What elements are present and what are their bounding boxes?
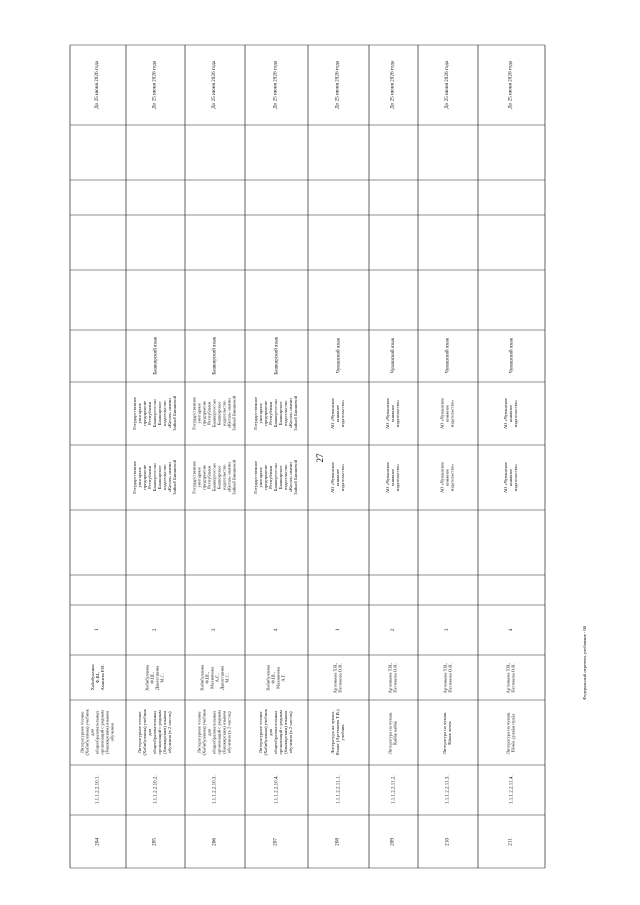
cell-text-pub2: АО «Чувашское книжное издательство» — [439, 397, 455, 430]
cell-title — [478, 700, 545, 765]
cell-title — [185, 700, 245, 765]
cell-grade — [126, 605, 185, 655]
cell-pub1 — [308, 445, 369, 510]
cell-text-title: Литература на чуваш. Языке (Артемьева Т.В.) учебник — [330, 709, 345, 756]
cell-time — [185, 45, 245, 125]
cell-author — [70, 655, 126, 700]
cell-pub1 — [478, 445, 545, 510]
cell-pub1 — [185, 445, 245, 510]
cell-text-pub1: АО «Чувашское книжное издательство» — [385, 461, 400, 494]
cell-text-time: До 25 июня 2026 года — [272, 60, 279, 110]
cell-title — [245, 700, 308, 765]
cell-text-title: Литература на чуваш. Кăвак чечек — [442, 711, 452, 754]
cell-time — [418, 45, 478, 125]
cell-pub3 — [418, 510, 478, 575]
cell-code — [185, 765, 245, 815]
cell-text-time: До 25 июня 2026 года — [507, 60, 514, 110]
cell-grade — [185, 605, 245, 655]
cell-text-num: 211 — [507, 837, 514, 846]
cell-pub2 — [70, 382, 126, 445]
cell-text-code: 1.1.1.2.2.11.1. — [335, 775, 341, 805]
cell-pub2 — [308, 382, 369, 445]
cell-num — [418, 815, 478, 868]
cell-time — [126, 45, 185, 125]
cell-text-code: 1.1.1.2.2.10.4. — [273, 775, 279, 805]
cell-text-pub2: АО «Чувашское книжное издательство» — [503, 397, 518, 430]
page-number: 27 — [315, 453, 325, 463]
cell-text-num: 210 — [444, 837, 451, 846]
cell-text-time: До 25 июня 2026 года — [94, 60, 101, 110]
cell-lang — [308, 330, 369, 382]
cell-text-pub2: АО «Чувашское книжное издательство» — [385, 397, 400, 430]
cell-text-author: Артемьева Т.В., Петюкова О.Н. — [332, 662, 343, 693]
cell-author — [308, 655, 369, 700]
cell-title — [418, 700, 478, 765]
cell-text-title: Литература на чуваш. Кайăк кайăк — [387, 711, 398, 754]
cell-lang — [369, 330, 418, 382]
cell-text-author: Артемьева Т.В., Петюкова О.Н. — [442, 662, 452, 693]
cell-num — [478, 815, 545, 868]
cell-pub3 — [369, 510, 418, 575]
cell-author — [418, 655, 478, 700]
cell-pub3 — [308, 510, 369, 575]
cell-text-code: 1.1.1.2.2.11.3. — [445, 775, 451, 805]
cell-text-lang: Чувашский язык — [508, 338, 514, 374]
cell-text-grade: 3 — [211, 628, 218, 632]
cell-num — [185, 815, 245, 868]
cell-text-author: Артемьева Т.В., Петюкова О.Н. — [387, 662, 398, 693]
cell-code — [418, 765, 478, 815]
cell-pub3 — [245, 510, 308, 575]
cell-pub2 — [369, 382, 418, 445]
cell-lang — [418, 330, 478, 382]
cell-title — [369, 700, 418, 765]
cell-lang — [185, 330, 245, 382]
cell-code — [126, 765, 185, 815]
cell-author — [369, 655, 418, 700]
cell-grade — [245, 605, 308, 655]
cell-num — [70, 815, 126, 868]
cell-pub2 — [418, 382, 478, 445]
cell-title — [126, 700, 185, 765]
cell-pub3 — [478, 510, 545, 575]
cell-text-pub2: Государственное унитарное предприятие Республики Башкортостан Башкирское издательство «Китап» имени Зайнаб Биишевой — [191, 396, 237, 431]
cell-grade — [369, 605, 418, 655]
cell-pub1 — [245, 445, 308, 510]
cell-grade — [308, 605, 369, 655]
cell-author — [126, 655, 185, 700]
cell-time — [245, 45, 308, 125]
cell-pub2 — [478, 382, 545, 445]
cell-code — [70, 765, 126, 815]
cell-num — [245, 815, 308, 868]
cell-time — [369, 45, 418, 125]
cell-text-code: 1.1.1.2.2.10.3. — [212, 775, 218, 805]
cell-text-lang: Башкирский язык — [273, 337, 279, 375]
cell-author — [245, 655, 308, 700]
cell-text-grade: 2 — [151, 628, 158, 632]
cell-text-time: До 25 июня 2026 года — [151, 60, 158, 110]
cell-title — [70, 700, 126, 765]
cell-num — [369, 815, 418, 868]
cell-text-author: Хабибуллина Ф.Ш., Давлетшина М.С. — [144, 664, 165, 691]
cell-text-grade: 4 — [272, 628, 279, 632]
cell-text-grade: 1 — [94, 628, 101, 632]
cell-text-code: 1.1.1.2.2.11.2. — [390, 775, 396, 805]
cell-text-author: Артемьева Т.В., Петюкова О.Н. — [505, 662, 516, 693]
cell-pub1 — [70, 445, 126, 510]
cell-text-author: Хабибуллина Ф.Ш., Аминева Р.Н. — [89, 664, 105, 691]
cell-title — [308, 700, 369, 765]
cell-text-pub2: Государственное унитарное предприятие Республики Башкортостан Башкирское издательство «Китап» имени Зайнаб Биишевой — [132, 396, 177, 431]
cell-lang — [478, 330, 545, 382]
cell-pub1 — [369, 445, 418, 510]
cell-text-pub2: Государственное унитарное предприятие Республики Башкортостан Башкирское издательство «Китап» имени Зайнаб Биишевой — [253, 396, 298, 431]
cell-text-pub1: Государственное унитарное предприятие Республики Башкортостан Башкирское издательство «Китап» имени Зайнаб Биишевой — [191, 460, 237, 495]
cell-pub3 — [70, 510, 126, 575]
cell-text-title: Литературное чтение (Хабибуллина) учебник для общеобразовательных организаций с родным (башкирским) языком обучения (в 2 частях) — [258, 709, 293, 756]
cell-pub3 — [126, 510, 185, 575]
cell-text-num: 204 — [94, 837, 101, 846]
cell-pub3 — [185, 510, 245, 575]
cell-text-code: 1.1.1.2.2.10.1. — [95, 775, 101, 805]
cell-text-pub1: Государственное унитарное предприятие Республики Башкортостан Башкирское издательство «Китап» имени Зайнаб Биишевой — [253, 460, 298, 495]
cell-pub2 — [245, 382, 308, 445]
cell-text-code: 1.1.1.2.2.10.2. — [152, 775, 158, 805]
cell-text-pub2: АО «Чувашское книжное издательство» — [330, 397, 345, 430]
cell-text-num: 209 — [389, 837, 396, 846]
cell-text-code: 1.1.1.2.2.11.4. — [508, 775, 514, 805]
cell-text-num: 205 — [151, 837, 158, 846]
cell-text-lang: Башкирский язык — [212, 337, 218, 375]
cell-text-title: Литературное чтение (Хабибуллина) учебник для общеобразовательных организаций с родным (башкирским) языком обучения (в 2 частях) — [137, 709, 172, 756]
cell-num — [308, 815, 369, 868]
cell-text-lang: Чувашский язык — [335, 338, 341, 374]
cell-text-title: Литература на чуваш. Пĕчĕк çуллăм пулăх — [505, 711, 516, 754]
cell-author — [185, 655, 245, 700]
cell-text-author: Хабибуллина Ф.Ш., Махиянова А.Г., Давлетшина М.С. — [199, 664, 229, 691]
cell-time — [478, 45, 545, 125]
cell-text-title: Литературное чтение (Хабибуллина) учебник для общеобразовательных организаций с родным (башкирским) языком обучения (в 2 частях) — [196, 709, 232, 756]
cell-num — [126, 815, 185, 868]
cell-text-lang: Башкирский язык — [152, 337, 158, 375]
cell-code — [245, 765, 308, 815]
cell-pub1 — [126, 445, 185, 510]
cell-pub1 — [418, 445, 478, 510]
cell-text-num: 206 — [211, 837, 218, 846]
cell-text-pub1: АО «Чувашское книжное издательство» — [439, 461, 455, 494]
cell-lang — [70, 330, 126, 382]
cell-pub2 — [185, 382, 245, 445]
cell-text-author: Хабибуллина Ф.Ш., Махиянова А.Г. — [265, 664, 286, 691]
cell-text-num: 208 — [334, 837, 341, 846]
cell-grade — [70, 605, 126, 655]
cell-text-pub1: АО «Чувашское книжное издательство» — [503, 461, 518, 494]
cell-code — [478, 765, 545, 815]
cell-text-grade: 2 — [389, 628, 396, 632]
cell-grade — [478, 605, 545, 655]
cell-lang — [245, 330, 308, 382]
cell-text-time: До 25 июня 2026 года — [389, 60, 396, 110]
page-footer: Федеральный перечень учебников - 08 — [582, 626, 587, 700]
cell-grade — [418, 605, 478, 655]
cell-text-grade: 4 — [507, 628, 514, 632]
cell-text-title: Литературное чтение (Хабибуллина) учебник для общеобразовательных организаций с родным (башкирским) языком обучения — [79, 709, 115, 756]
cell-text-pub1: Государственное унитарное предприятие Республики Башкортостан Башкирское издательство «Китап» имени Зайнаб Биишевой — [132, 460, 177, 495]
cell-lang — [126, 330, 185, 382]
cell-text-grade: 1 — [334, 628, 341, 632]
cell-pub2 — [126, 382, 185, 445]
cell-time — [308, 45, 369, 125]
cell-time — [70, 45, 126, 125]
cell-text-time: До 25 июня 2026 года — [211, 60, 218, 110]
cell-text-lang: Чувашский язык — [390, 338, 396, 374]
cell-text-grade: 3 — [444, 628, 451, 632]
cell-text-time: До 25 июня 2026 года — [334, 60, 341, 110]
cell-text-num: 207 — [272, 837, 279, 846]
cell-code — [369, 765, 418, 815]
cell-code — [308, 765, 369, 815]
cell-author — [478, 655, 545, 700]
cell-text-lang: Чувашский язык — [445, 338, 451, 374]
cell-text-time: До 25 июня 2026 года — [444, 60, 451, 110]
cell-text-pub1: АО «Чувашское книжное издательство» — [330, 461, 345, 494]
